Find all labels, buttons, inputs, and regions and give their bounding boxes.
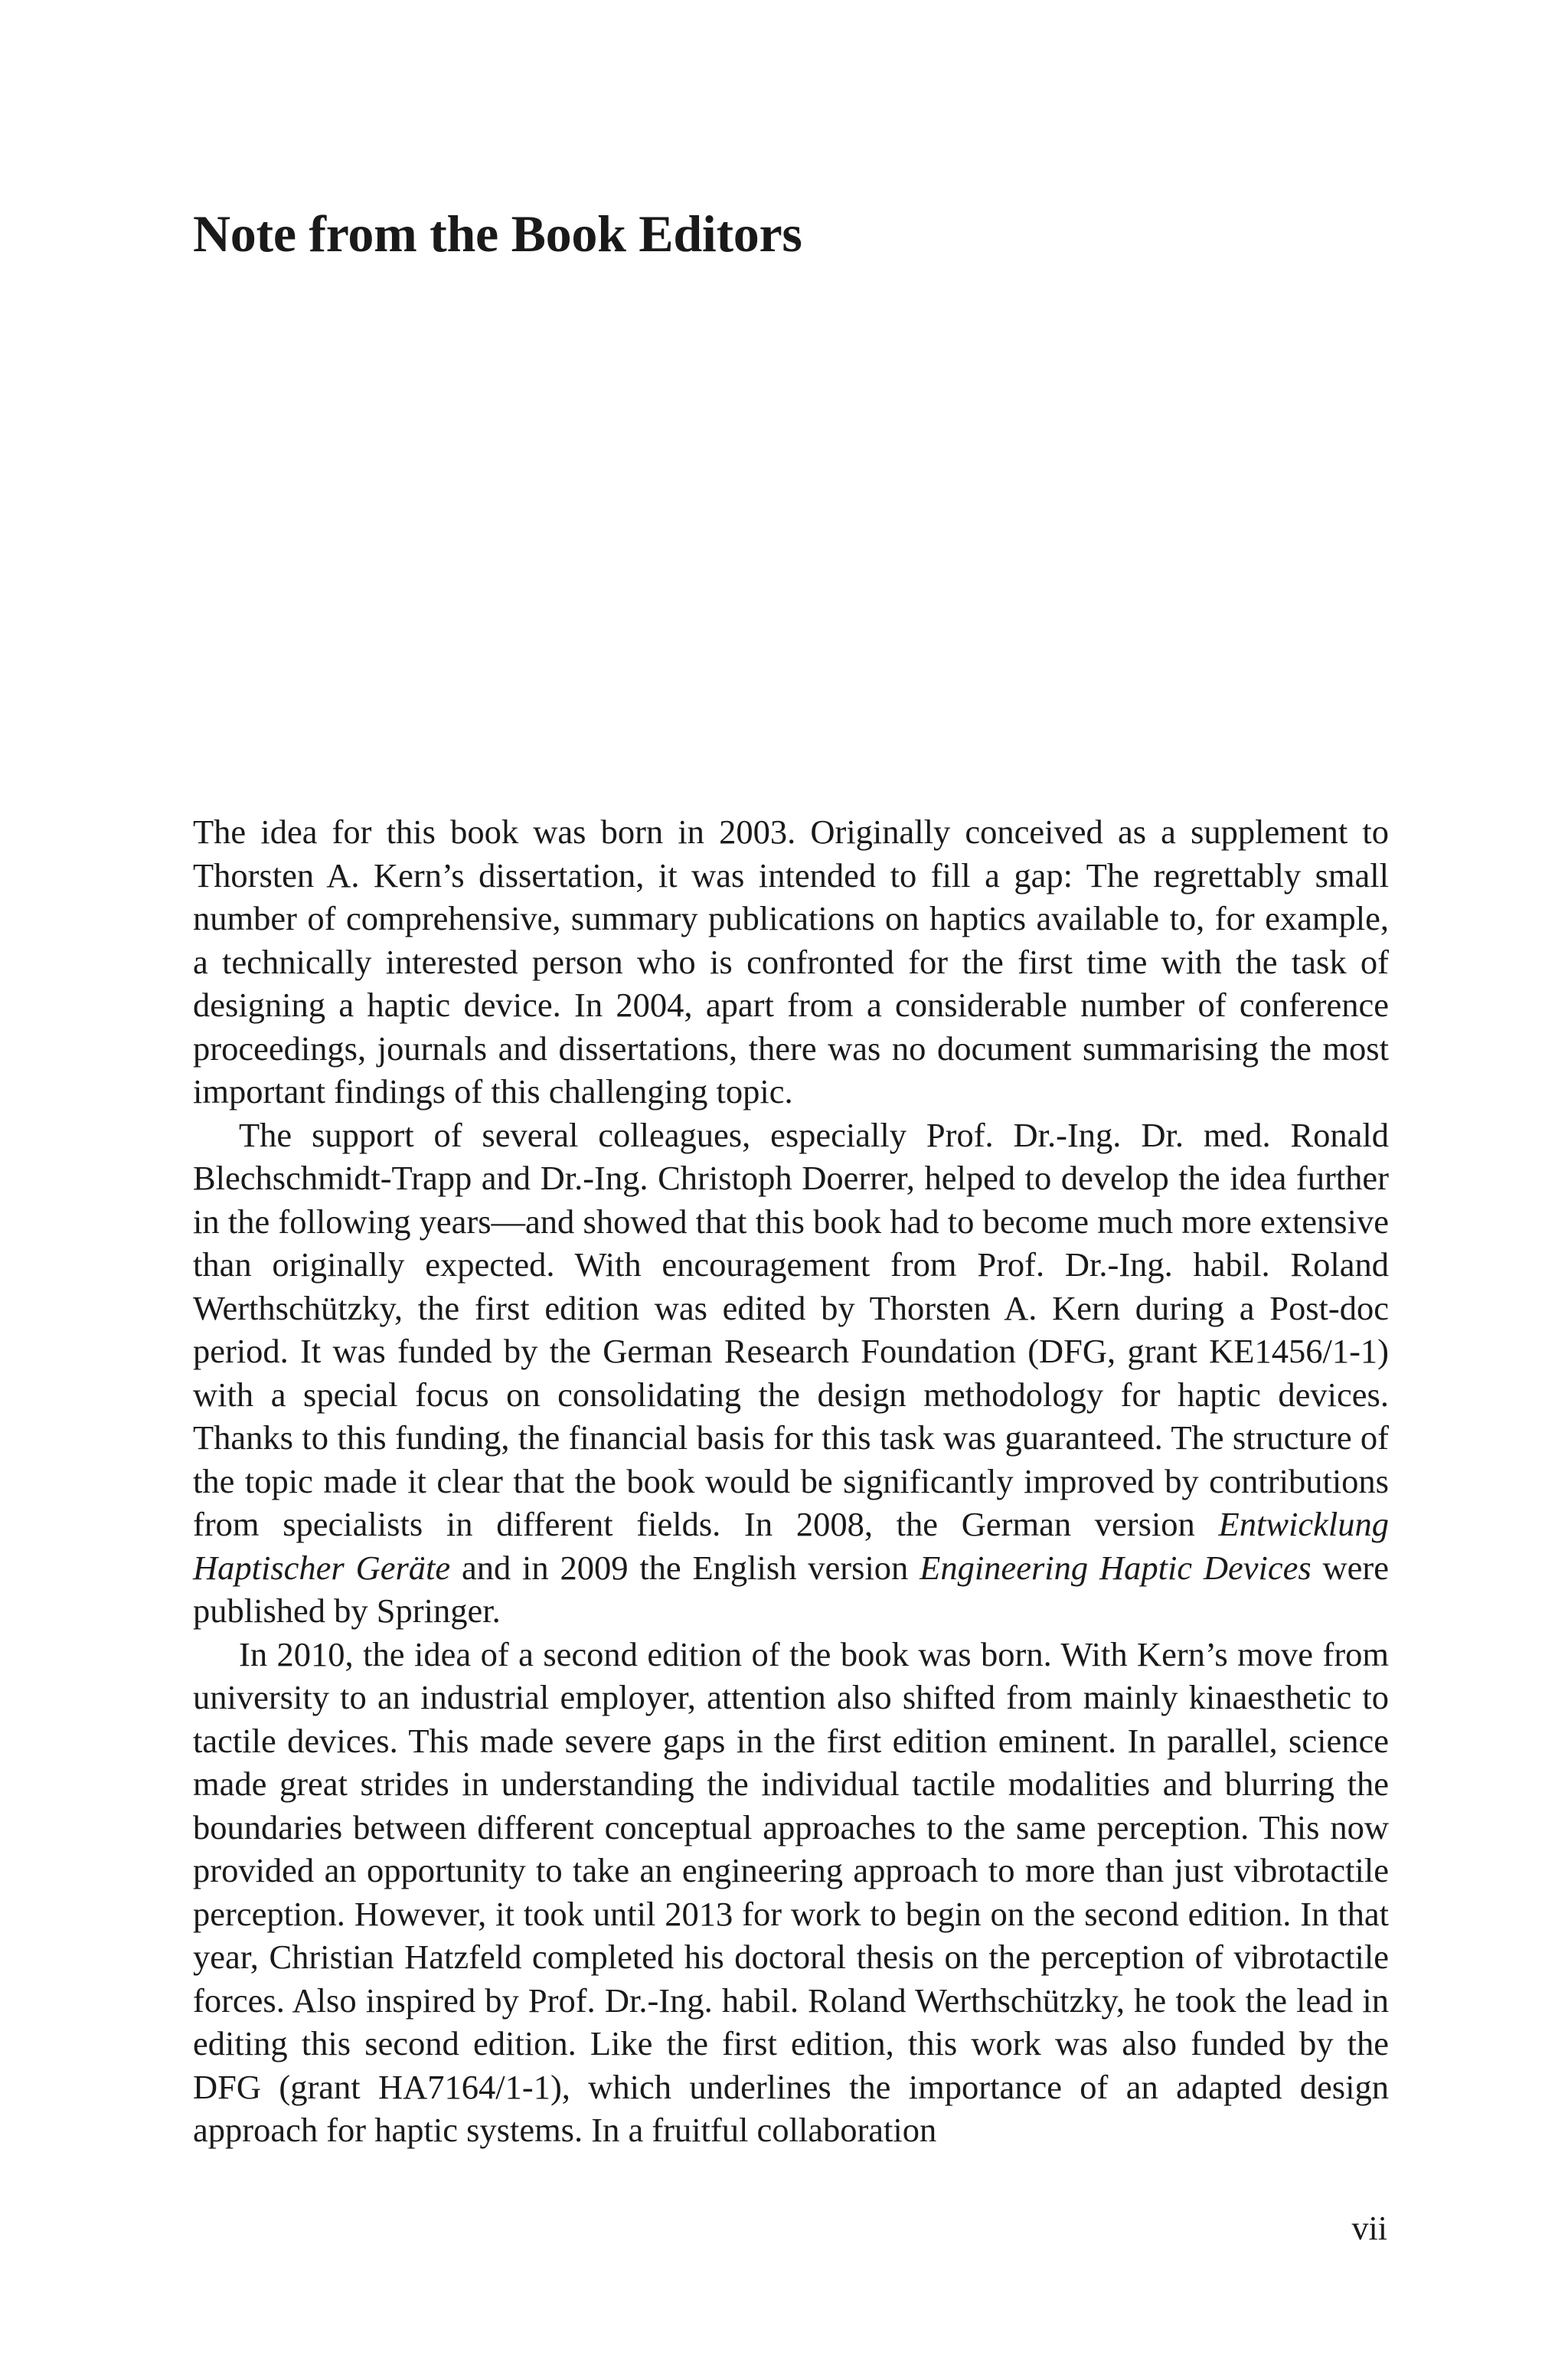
english-edition-title: Engineering Haptic Devices [920, 1548, 1312, 1587]
body-text [193, 810, 1389, 2152]
paragraph-2-text-c: were published by Springer. [193, 1548, 1390, 1630]
page-number: vii [1351, 2210, 1387, 2247]
paragraph-1: The idea for this book was born in 2003. Originally conceived as a supplement to Thorsten A. Kern’s dissertation, it was intended to fill a gap: The regrettably small number of comprehensive, summary publications on haptics available to, for example, a technically interested person who is confronted for the first time with the task of designing a haptic device. In 2004, apart from a considerable number of conference proceedings, journals and dissertations, there was no document summarising the most important findings of this challenging topic. [193, 813, 1389, 1110]
chapter-title: Note from the Book Editors [193, 204, 802, 263]
paragraph-2-text-b: and in 2009 the English version [450, 1548, 920, 1587]
german-edition-title: Entwicklung Haptischer Geräte [193, 1505, 1389, 1587]
paragraph-2-text-a: The support of several colleagues, especially Prof. Dr.-Ing. Dr. med. Ronald Blechschmidt-Trapp and Dr.-Ing. Christoph Doerrer, helped to develop the idea further in the following years—and showed that this book had to become much more extensive than originally expected. With encouragement from Prof. Dr.-Ing. habil. Roland Werthschützky, the first edition was edited by Thorsten A. Kern during a Post-doc period. It was funded by the German Research Foundation (DFG, grant KE1456/1-1) with a special focus on consolidating the design methodology for haptic devices. Thanks to this funding, the financial basis for this task was guaranteed. The structure of the topic made it clear that the book would be significantly improved by contributions from specialists in different fields. In 2008, the German version [193, 1115, 1389, 1543]
paragraph-3: In 2010, the idea of a second edition of the book was born. With Kern’s move from university to an industrial employer, attention also shifted from mainly kinaesthetic to tactile devices. This made severe gaps in the first edition eminent. In parallel, science made great strides in understanding the individual tactile modalities and blurring the boundaries between different conceptual approaches to the same perception. This now provided an opportunity to take an engineering approach to more than just vibrotactile perception. However, it took until 2013 for work to begin on the second edition. In that year, Christian Hatzfeld completed his doctoral thesis on the perception of vibrotactile forces. Also inspired by Prof. Dr.-Ing. habil. Roland Werthschützky, he took the lead in editing this second edition. Like the first edition, this work was also funded by the DFG (grant HA7164/1-1), which underlines the importance of an adapted design approach for haptic systems. In a fruitful collaboration [193, 1634, 1389, 2149]
paragraph-2 [193, 1114, 1389, 1633]
